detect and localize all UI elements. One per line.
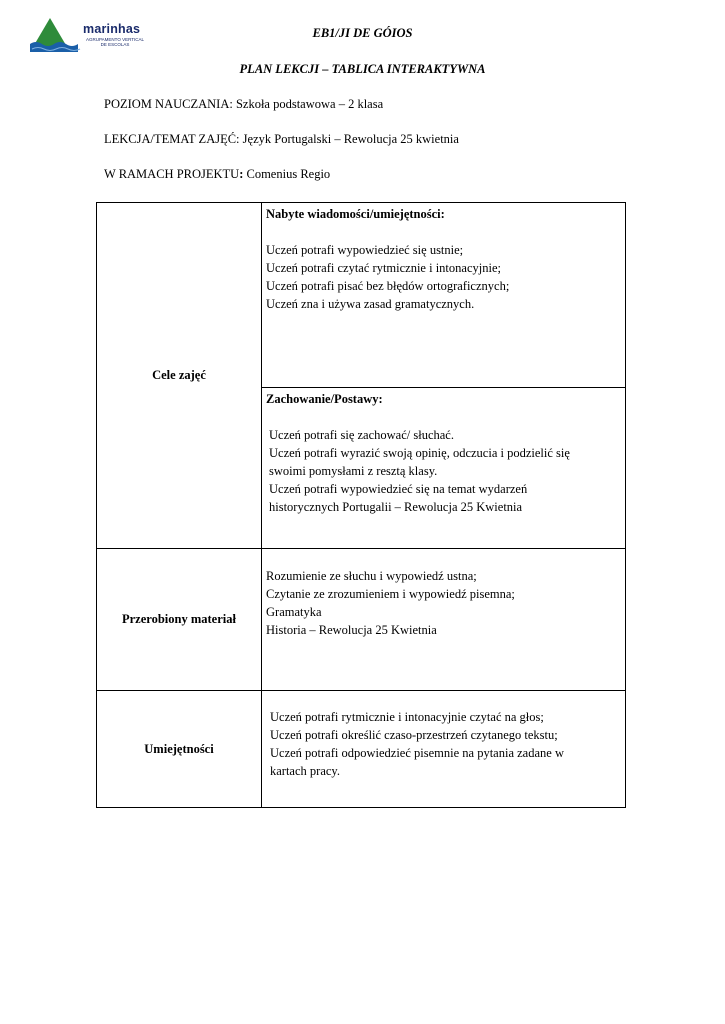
topic-value: Język Portugalski – Rewolucja 25 kwietnia — [239, 132, 459, 146]
skills-cell — [262, 691, 626, 808]
list-item: Uczeń potrafi się zachować/ słuchać. — [269, 428, 454, 442]
list-item: Uczeń zna i używa zasad gramatycznych. — [266, 297, 475, 311]
school-title: EB1/JI DE GÓIOS — [312, 26, 413, 40]
list-item: Rozumienie ze słuchu i wypowiedź ustna; — [266, 569, 477, 583]
goals-label: Cele zajęć — [97, 203, 262, 549]
knowledge-cell — [262, 203, 626, 388]
behaviour-cell — [262, 388, 626, 549]
table-row — [97, 691, 626, 808]
material-label: Przerobiony materiał — [97, 549, 262, 691]
list-item: Uczeń potrafi czytać rytmicznie i intonacyjnie; — [266, 261, 501, 275]
list-item: swoimi pomysłami z resztą klasy. — [269, 464, 438, 478]
material-cell — [262, 549, 626, 691]
level-line — [104, 97, 383, 112]
list-item: historycznych Portugalii – Rewolucja 25 Kwietnia — [269, 500, 523, 514]
topic-line — [104, 132, 459, 147]
level-value: Szkoła podstawowa – 2 klasa — [232, 97, 384, 111]
level-label: POZIOM NAUCZANIA: — [104, 97, 233, 111]
logo-subtitle: AGRUPAMENTO VERTICAL DE ESCOLAS — [85, 37, 144, 47]
list-item: Historia – Rewolucja 25 Kwietnia — [266, 623, 437, 637]
list-item: Czytanie ze zrozumieniem i wypowiedź pisemna; — [266, 587, 515, 601]
list-item: Uczeń potrafi wypowiedzieć się na temat wydarzeń — [269, 482, 528, 496]
list-item: Uczeń potrafi określić czaso-przestrzeń czytanego tekstu; — [270, 728, 558, 742]
topic-label: LEKCJA/TEMAT ZAJĘĆ: — [104, 132, 240, 146]
lesson-plan-table — [96, 202, 626, 808]
skills-label: Umiejętności — [97, 691, 262, 808]
behaviour-title: Zachowanie/Postawy: — [266, 392, 383, 406]
table-row — [97, 203, 626, 388]
project-value: Comenius Regio — [243, 167, 331, 181]
list-item: Uczeń potrafi wypowiedzieć się ustnie; — [266, 243, 464, 257]
project-line — [104, 167, 330, 182]
list-item: Uczeń potrafi wyrazić swoją opinię, odczucia i podzielić się — [269, 446, 570, 460]
project-colon: : — [239, 167, 244, 181]
table-row — [97, 549, 626, 691]
logo-name: marinhas — [83, 22, 141, 36]
list-item: Uczeń potrafi odpowiedzieć pisemnie na pytania zadane w — [270, 746, 564, 760]
list-item: Uczeń potrafi pisać bez błędów ortograficznych; — [266, 279, 510, 293]
project-label: W RAMACH PROJEKTU — [104, 167, 240, 181]
list-item: Gramatyka — [266, 605, 322, 619]
list-item: Uczeń potrafi rytmicznie i intonacyjnie czytać na głos; — [270, 710, 544, 724]
knowledge-title: Nabyte wiadomości/umiejętności: — [266, 207, 445, 221]
plan-title: PLAN LEKCJI – TABLICA INTERAKTYWNA — [239, 62, 486, 76]
list-item: kartach pracy. — [270, 764, 340, 778]
